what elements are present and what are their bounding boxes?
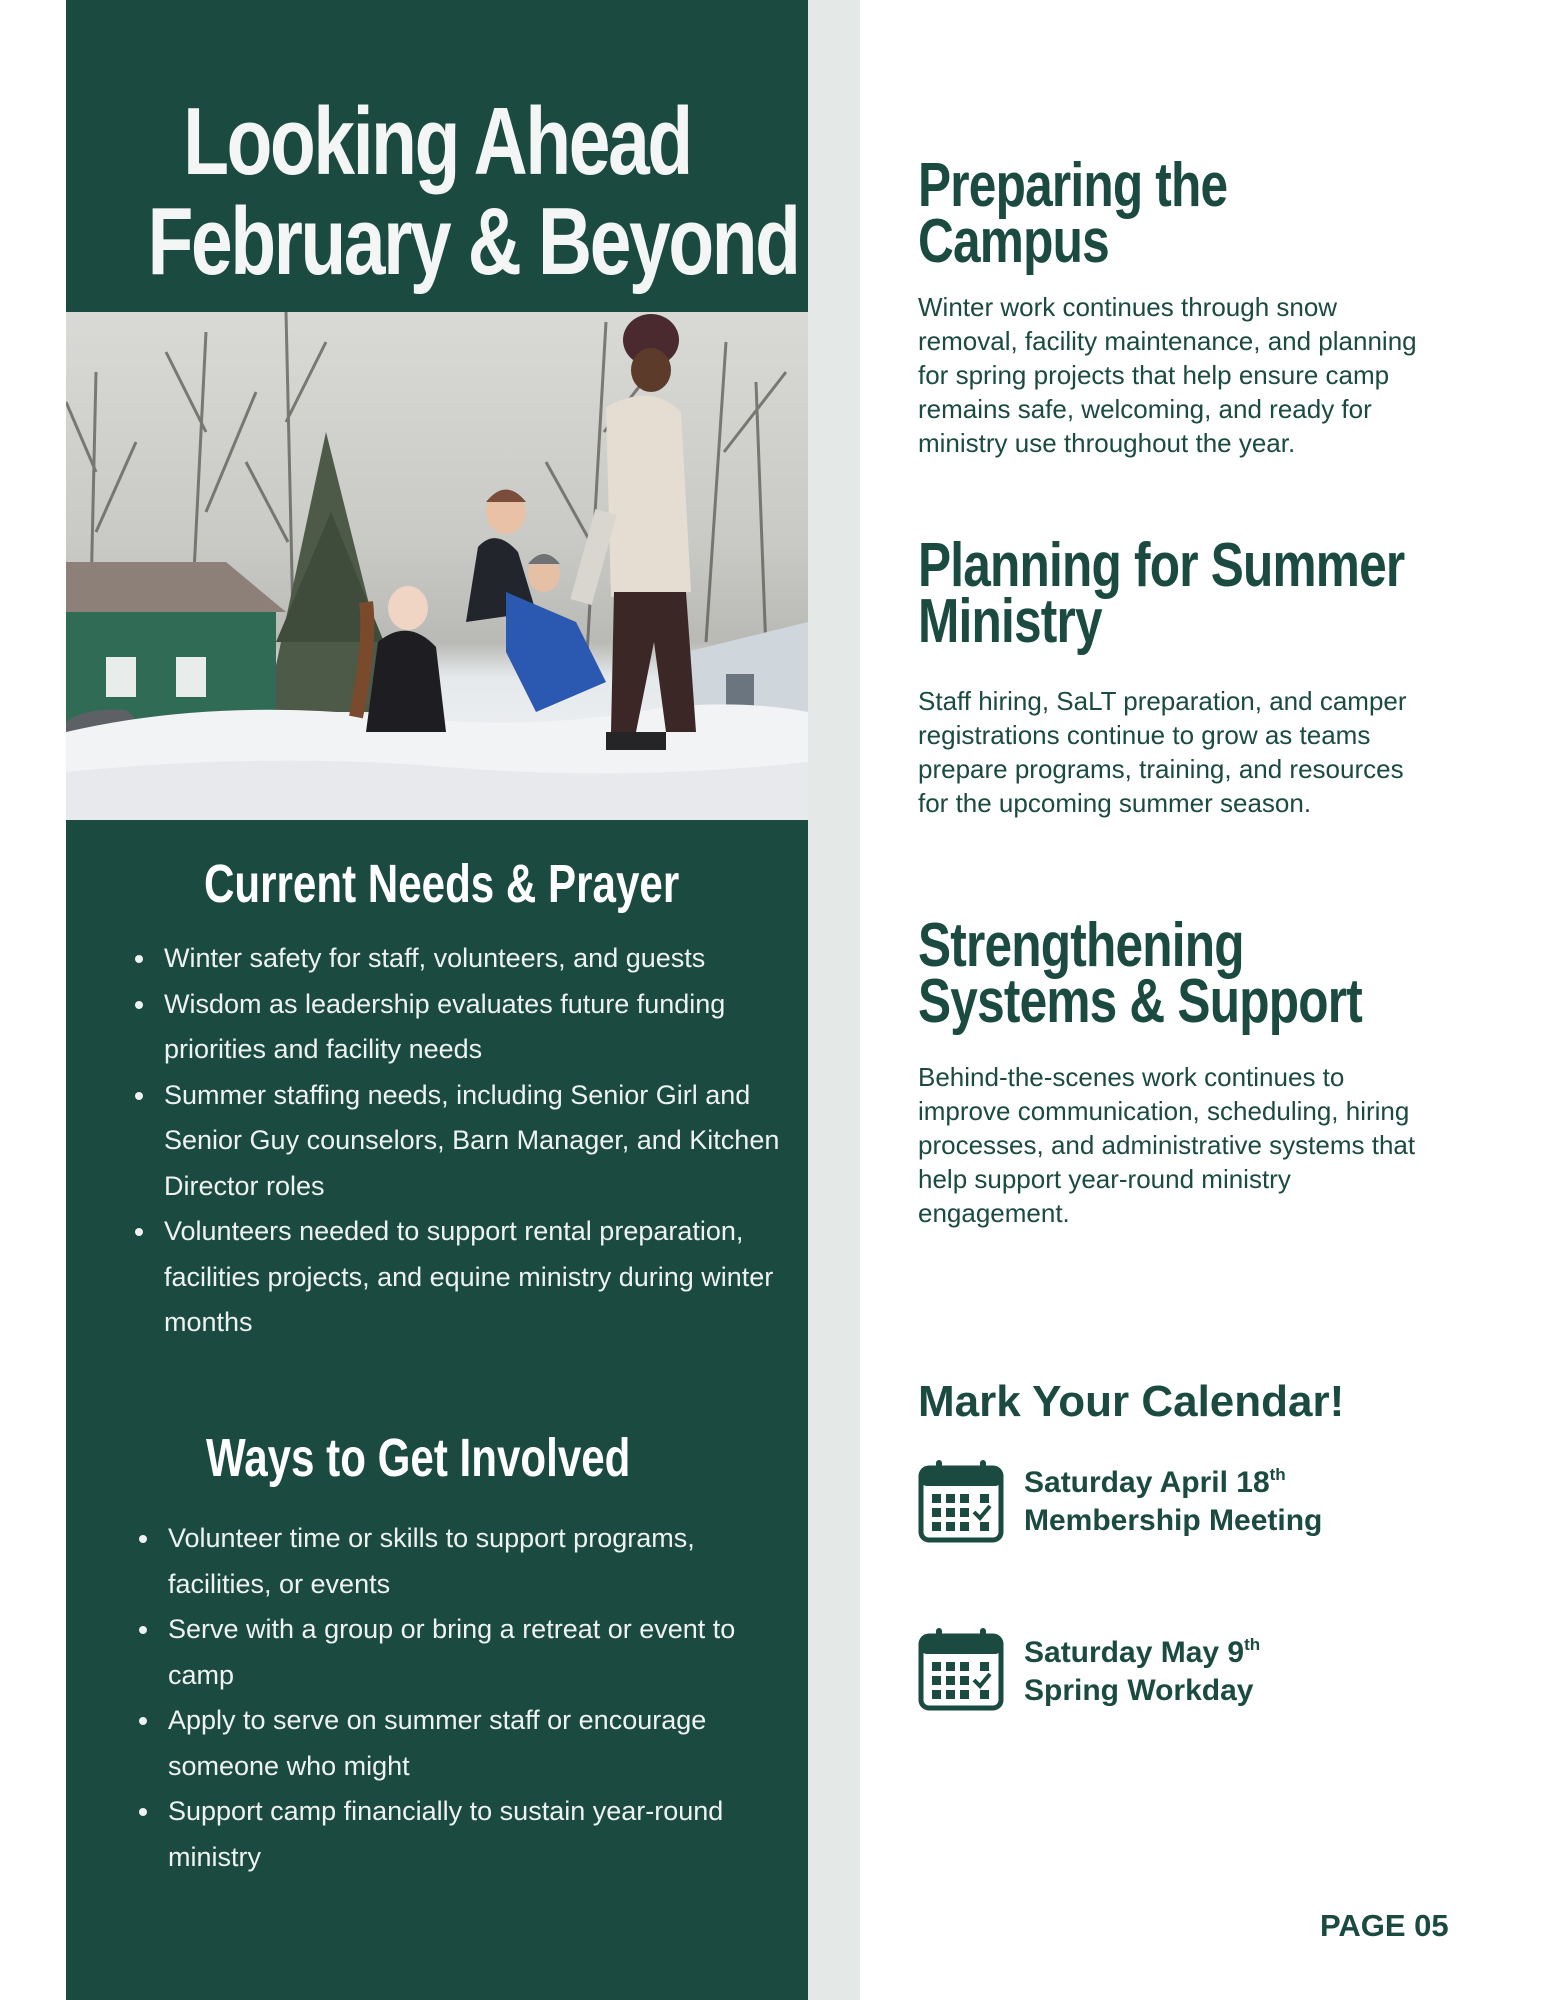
event-1-date: Saturday April 18th bbox=[1024, 1465, 1286, 1499]
list-item: • Winter safety for staff, volunteers, and guests bbox=[158, 936, 788, 982]
event-2-name: Spring Workday bbox=[1024, 1674, 1254, 1707]
page-title bbox=[147, 88, 799, 295]
event-1-name: Membership Meeting bbox=[1024, 1504, 1323, 1537]
systems-body: Behind-the-scenes work continues to improve communication, scheduling, hiring processes, and administrative systems that help support year-round ministry engagement. bbox=[918, 1062, 1416, 1228]
summer-heading bbox=[918, 531, 1405, 656]
involved-list bbox=[132, 1516, 792, 1880]
calendar-icon bbox=[918, 1458, 1004, 1544]
list-item: • Wisdom as leadership evaluates future funding priorities and facility needs bbox=[158, 982, 788, 1073]
list-item: • Support camp financially to sustain year-round ministry bbox=[162, 1789, 792, 1880]
systems-heading-line-1: Strengthening bbox=[918, 911, 1244, 980]
title-line-2: February & Beyond bbox=[147, 188, 799, 295]
campus-body: Winter work continues through snow removal, facility maintenance, and planning for spring projects that help ensure camp remains safe, welcoming, and ready for ministry use throughout the year. bbox=[918, 292, 1417, 458]
divider-strip bbox=[808, 0, 860, 2000]
summer-body: Staff hiring, SaLT preparation, and camper registrations continue to grow as teams prepare programs, training, and resources for the upcoming summer season. bbox=[918, 686, 1407, 818]
list-item: • Summer staffing needs, including Senior Girl and Senior Guy counselors, Barn Manager, and Kitchen Director roles bbox=[158, 1073, 788, 1210]
summer-heading-line-2: Ministry bbox=[918, 587, 1102, 656]
left-column bbox=[66, 0, 808, 2000]
systems-heading bbox=[918, 911, 1362, 1036]
event-1 bbox=[1024, 1464, 1322, 1540]
event-2 bbox=[1024, 1634, 1260, 1710]
calendar-heading: Mark Your Calendar! bbox=[918, 1377, 1345, 1426]
list-item: • Apply to serve on summer staff or encourage someone who might bbox=[162, 1698, 792, 1789]
campus-heading bbox=[918, 151, 1228, 276]
campus-heading-line-2: Campus bbox=[918, 207, 1109, 276]
list-item: • Volunteers needed to support rental preparation, facilities projects, and equine ministry during winter months bbox=[158, 1209, 788, 1346]
list-item: • Volunteer time or skills to support programs, facilities, or events bbox=[162, 1516, 792, 1607]
summer-heading-line-1: Planning for Summer bbox=[918, 531, 1405, 600]
needs-list bbox=[128, 936, 788, 1346]
event-2-date: Saturday May 9th bbox=[1024, 1635, 1261, 1669]
campus-heading-line-1: Preparing the bbox=[918, 151, 1228, 220]
kids-in-snow-photo bbox=[66, 312, 808, 820]
systems-heading-line-2: Systems & Support bbox=[918, 967, 1362, 1036]
page-number: PAGE 05 bbox=[1320, 1908, 1449, 1943]
calendar-icon bbox=[918, 1626, 1004, 1712]
list-item: • Serve with a group or bring a retreat or event to camp bbox=[162, 1607, 792, 1698]
title-line-1: Looking Ahead bbox=[183, 88, 691, 195]
ways-to-get-involved-heading: Ways to Get Involved bbox=[206, 1428, 631, 1488]
current-needs-heading: Current Needs & Prayer bbox=[204, 854, 680, 914]
